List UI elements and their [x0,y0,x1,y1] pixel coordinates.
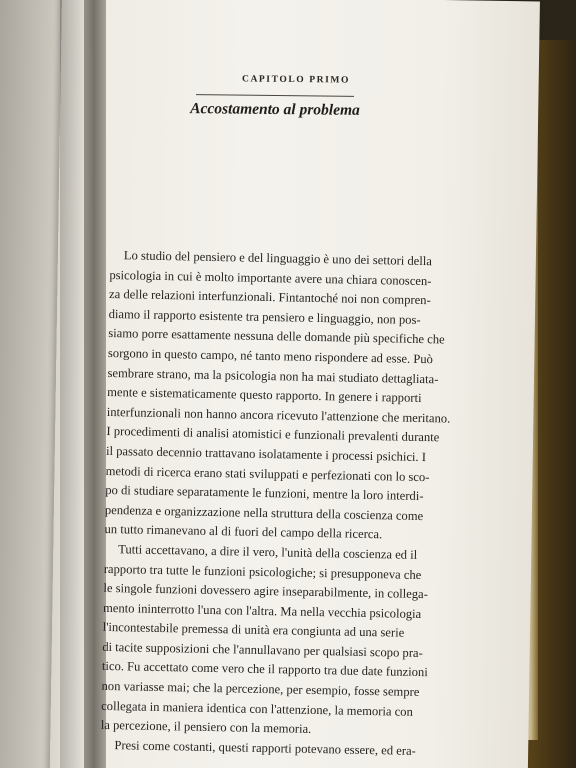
text-line: le singole funzioni dovessero agire inseparabilmente, in collega- [103,581,429,602]
text-line: I procedimenti di analisi atomistici e funzionali prevalenti durante [106,424,440,445]
text-line: po di studiare separatamente le funzioni, mentre la loro interdi- [105,483,424,504]
text-line: Lo studio del pensiero e del linguaggio è uno dei settori della [123,248,433,269]
chapter-label: CAPITOLO PRIMO [241,74,351,86]
text-line: tico. Fu accettato come vero che il rapporto tra due date funzioni [101,659,428,680]
text-line: za delle relazioni interfunzionali. Fintantoché noi non compren- [108,287,431,308]
text-line: il passato decennio trattavano isolatamente i processi psichici. I [105,443,427,465]
text-line: di tacite supposizioni che l'annullavano per qualsiasi scopo pra- [102,639,423,660]
body-text [100,246,450,762]
text-line: mento ininterrotto l'una con l'altra. Ma nella vecchia psicologia [102,600,422,621]
chapter-title: Accostamento al problema [190,100,360,119]
text-line: la percezione, il pensiero con la memoria. [100,718,312,737]
text-line: psicologia in cui è molto importante avere una chiara conoscen- [109,267,432,288]
text-line: l'incontestabile premessa di unità era congiunta ad una serie [102,620,405,641]
text-line: pendenza e organizzazione nella struttura della coscienza come [104,502,424,523]
text-line: mente e sistematicamente questo rapporto. In genere i rapporti [107,385,422,406]
text-line: sembrare strano, ma la psicologia non ha mai studiato dettagliata- [107,365,439,386]
text-line: Tutti accettavano, a dire il vero, l'unità della coscienza ed il [118,542,418,562]
text-line: diamo il rapporto esistente tra pensiero e linguaggio, non pos- [108,306,421,327]
text-line: collegata in maniera identica con l'attenzione, la memoria con [101,698,413,719]
text-line: un tutto rimanevano al di fuori del campo della ricerca. [104,522,383,542]
text-line: sorgono in questo campo, né tanto meno rispondere ad esse. Può [107,345,434,367]
title-rule [196,94,354,97]
text-line: Presi come costanti, questi rapporti potevano essere, ed era- [114,738,416,758]
text-line: rapporto tra tutte le funzioni psicologiche; si presupponeva che [103,561,422,582]
text-line: non variasse mai; che la percezione, per esempio, fosse sempre [101,678,420,700]
text-line: siamo porre esattamente nessuna delle domande più specifiche che [108,326,445,347]
text-line: interfunzionali non hanno ancora ricevuto l'attenzione che meritano. [106,404,451,426]
text-line: metodi di ricerca erano stati sviluppati e perfezionati con lo sco- [105,463,430,484]
